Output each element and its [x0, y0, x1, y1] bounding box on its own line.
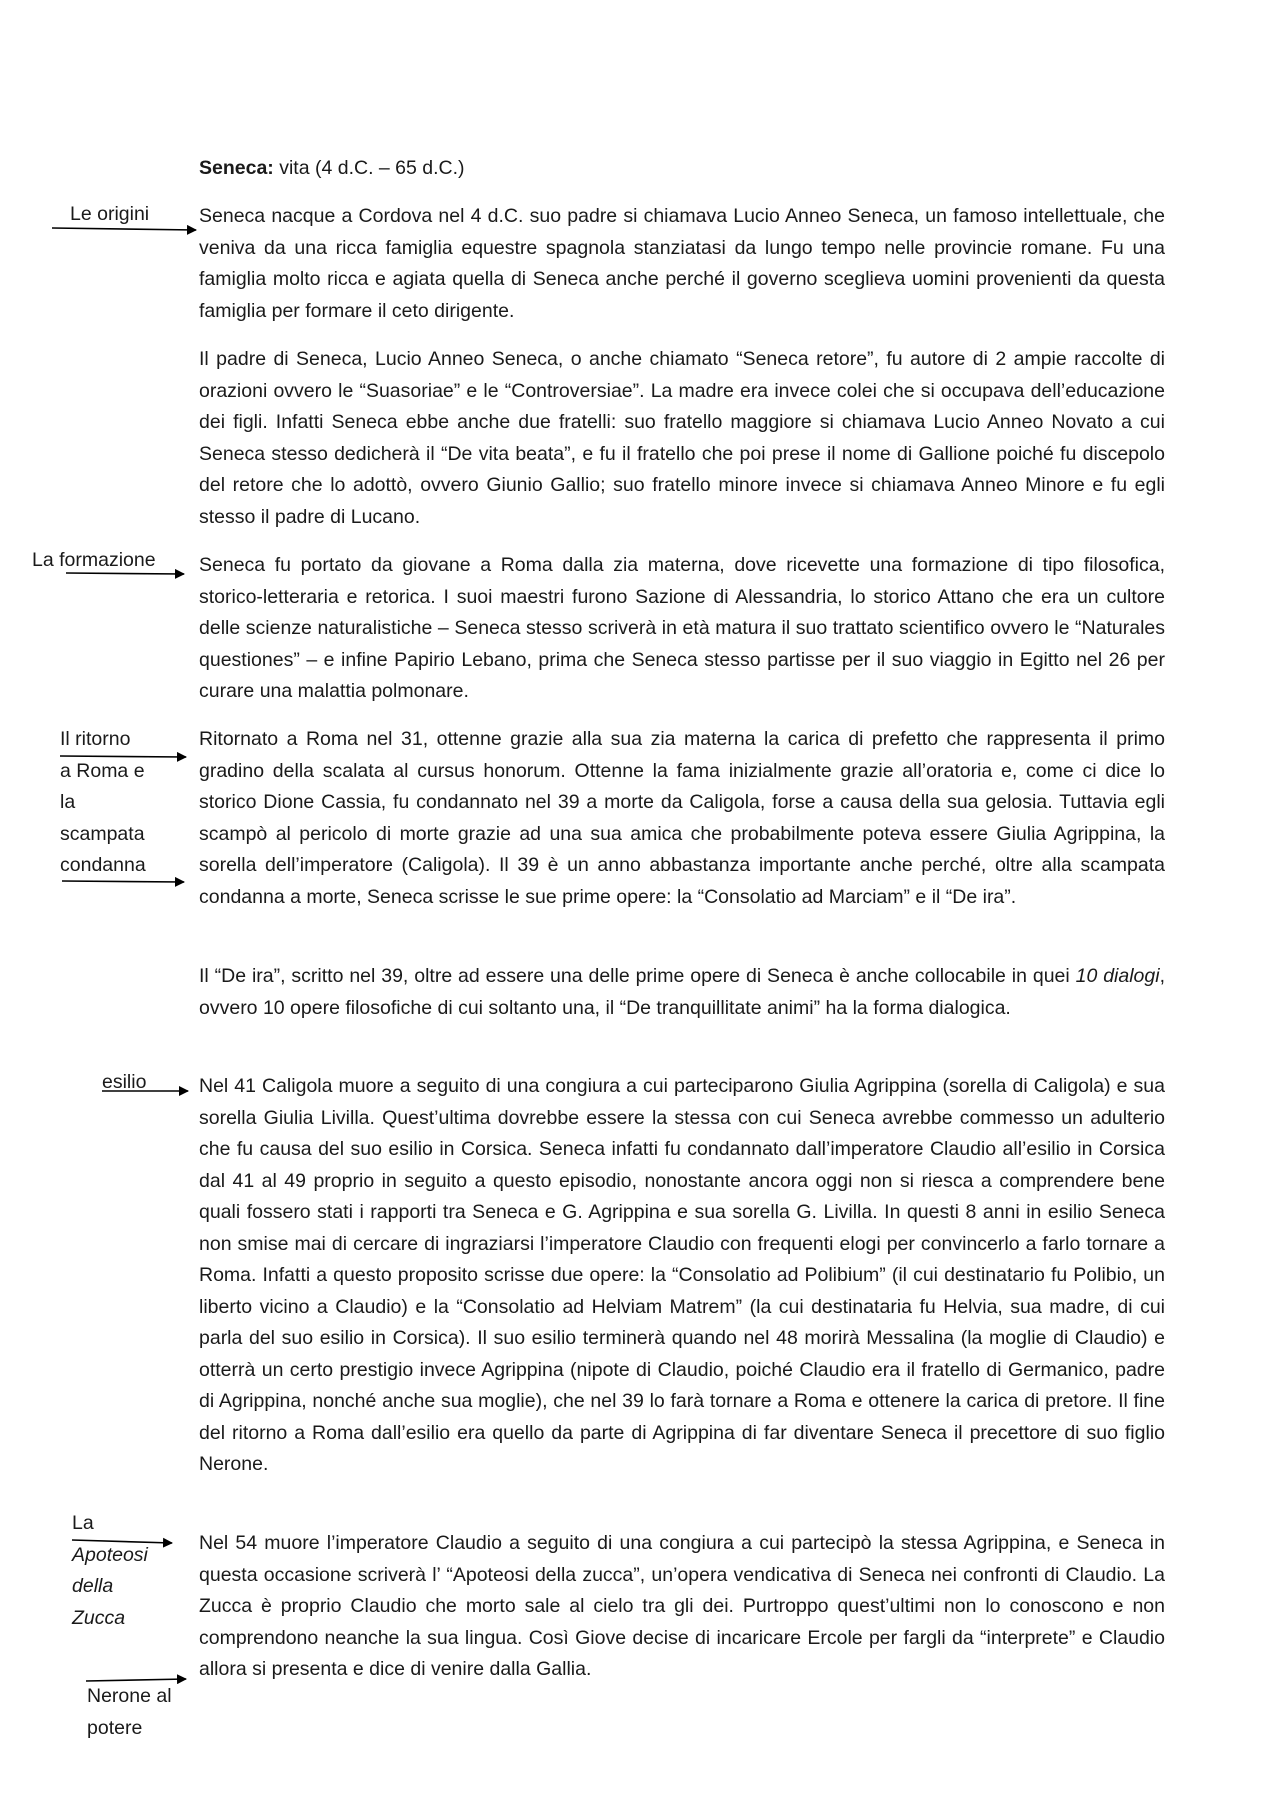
paragraph-formazione: Seneca fu portato da giovane a Roma dalla zia materna, dove ricevette una formazione di tipo filosofica, storico-letteraria e retorica. I suoi maestri furono Sazione di Alessandria, lo storico Attano che era un cultore delle scienze naturalistiche – Seneca stesso scriverà in età matura il suo trattato scientifico ovvero le “Naturales questiones” – e infine Papirio Lebano, prima che Seneca stesso partisse per il suo viaggio in Egitto nel 26 per curare una malattia polmonare. [199, 554, 1165, 702]
label-origini: Le origini [70, 203, 150, 225]
paragraph-de-ira: Il “De ira”, scritto nel 39, oltre ad essere una delle prime opere di Seneca è anche collocabile in quei 10 dialogi, ovvero 10 opere filosofiche di cui soltanto una, il “De tranquillitate animi” ha la forma dialogica. [199, 965, 1166, 1019]
label-esilio: esilio [102, 1071, 147, 1093]
label-apoteosi: La Apoteosi della Zucca [72, 1512, 148, 1629]
paragraph-origini: Seneca nacque a Cordova nel 4 d.C. suo padre si chiamava Lucio Anneo Seneca, un famoso intellettuale, che veniva da una ricca famiglia equestre spagnola stanziatasi da lungo tempo nelle provincie romane. Fu una famiglia molto ricca e agiata quella di Seneca anche perché il governo sceglieva uomini provenienti da questa famiglia per formare il ceto dirigente. [199, 205, 1165, 322]
document-title [199, 153, 465, 185]
label-ritorno: Il ritorno a Roma e la scampata condanna [60, 728, 146, 876]
title-rest: vita (4 d.C. – 65 d.C.) [273, 157, 465, 179]
title-bold: Seneca: [199, 157, 274, 179]
paragraph-esilio: Nel 41 Caligola muore a seguito di una congiura a cui parteciparono Giulia Agrippina (sorella di Caligola) e sua sorella Giulia Livilla. Quest’ultima dovrebbe essere la stessa con cui Seneca avrebbe commesso un adulterio che fu causa del suo esilio in Corsica. Seneca infatti fu condannato dall’imperatore Claudio all’esilio in Corsica dal 41 al 49 proprio in seguito a questo episodio, nonostante ancora oggi non si riesca a comprendere bene quali fossero stati i rapporti tra Seneca e G. Agrippina e sua sorella G. Livilla. In questi 8 anni in esilio Seneca non smise mai di cercare di ingraziarsi l’imperatore Claudio con frequenti elogi per convincerlo a farlo tornare a Roma. Infatti a questo proposito scrisse due opere: la “Consolatio ad Polibium” (il cui destinatario fu Polibio, un liberto vicino a Claudio) e la “Consolatio ad Helviam Matrem” (la cui destinataria fu Helvia, sua madre, di cui parla del suo esilio in Corsica). Il suo esilio terminerà quando nel 48 morirà Messalina (la moglie di Claudio) e otterrà un certo prestigio invece Agrippina (nipote di Claudio, poiché Claudio era il fratello di Germanico, padre di Agrippina, nonché anche sua moglie), che nel 39 lo farà tornare a Roma e ottenere la carica di pretore. Il fine del ritorno a Roma dall’esilio era quello da parte di Agrippina di far diventare Seneca il precettore di suo figlio Nerone. [199, 1075, 1165, 1475]
paragraph-padre: Il padre di Seneca, Lucio Anneo Seneca, o anche chiamato “Seneca retore”, fu autore di 2 ampie raccolte di orazioni ovvero le “Suasoriae” e le “Controversiae”. La madre era invece colei che si occupava dell’educazione dei figli. Infatti Seneca ebbe anche due fratelli: suo fratello maggiore si chiamava Lucio Anneo Novato a cui Seneca stesso dedicherà il “De vita beata”, e fu il fratello che poi prese il nome di Gallione poiché fu discepolo del retore che lo adottò, ovvero Giunio Gallio; suo fratello minore invece si chiamava Anneo Minore e fu egli stesso il padre di Lucano. [199, 348, 1165, 528]
paragraph-apoteosi: Nel 54 muore l’imperatore Claudio a seguito di una congiura a cui partecipò la stessa Agrippina, e Seneca in questa occasione scriverà l’ “Apoteosi della zucca”, un’opera vendicativa di Seneca nei confronti di Claudio. La Zucca è proprio Claudio che morto sale al cielo tra gli dei. Purtroppo quest’ultimi non lo conoscono e non comprendono neanche la sua lingua. Così Giove decise di incaricare Ercole per fargli da “interprete” e Claudio allora si presenta e dice di venire dalla Gallia. [199, 1532, 1165, 1680]
italic-dialogi: 10 dialogi [1075, 965, 1160, 987]
label-nerone: Nerone al potere [87, 1685, 172, 1739]
label-formazione: La formazione [32, 549, 156, 571]
paragraph-ritorno: Ritornato a Roma nel 31, ottenne grazie alla sua zia materna la carica di prefetto che rappresenta il primo gradino della scalata al cursus honorum. Ottenne la fama inizialmente grazie all’oratoria e, come ci dice lo storico Dione Cassia, fu condannato nel 39 a morte da Caligola, forse a causa della sua gelosia. Tuttavia egli scampò al pericolo di morte grazie ad una sua amica che probabilmente poteva essere Giulia Agrippina, la sorella dell’imperatore (Caligola). Il 39 è un anno abbastanza importante anche perché, oltre alla scampata condanna a morte, Seneca scrisse le sue prime opere: la “Consolatio ad Marciam” e il “De ira”. [199, 728, 1165, 908]
